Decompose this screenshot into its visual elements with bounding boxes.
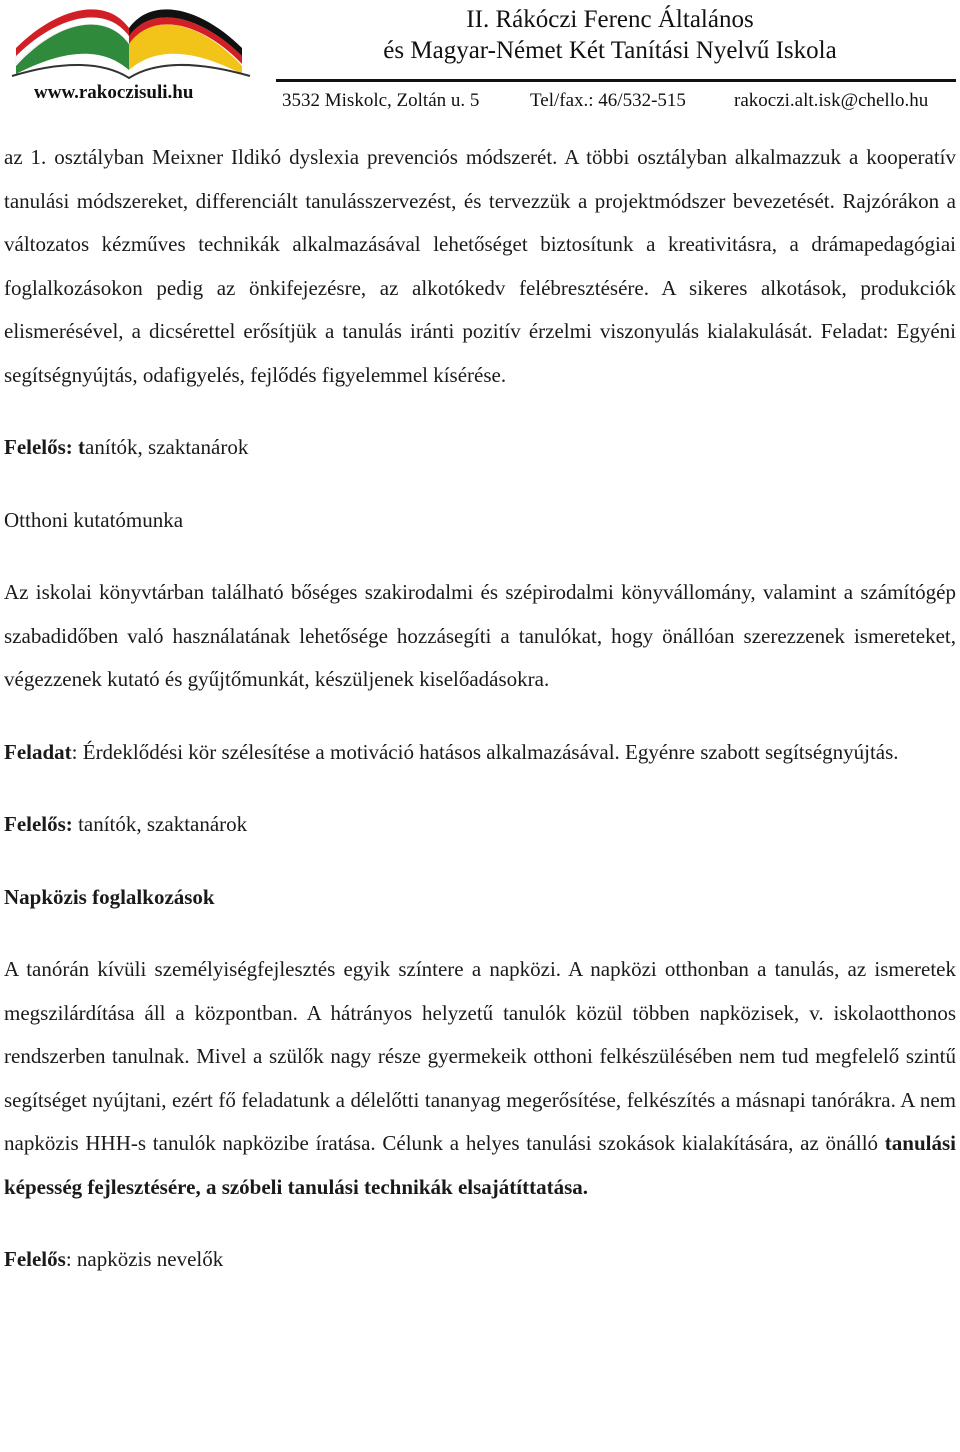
responsible-line-3 [4, 1238, 956, 1282]
book-flag-icon [4, 4, 259, 84]
responsible-label: Felelős [4, 1247, 66, 1271]
task-value: : Érdeklődési kör szélesítése a motiváció hatásos alkalmazásával. Egyénre szabott segítségnyújtás. [71, 739, 899, 764]
responsible-value: tanítók, szaktanárok [72, 812, 248, 836]
heading-daycare: Napközis foglalkozások [4, 884, 215, 909]
task-line [4, 731, 956, 775]
responsible-label: Felelős: [4, 812, 73, 836]
paragraph-daycare [4, 948, 956, 1209]
responsible-value: : napközis nevelők [65, 1247, 224, 1271]
email-text: rakoczi.alt.isk@chello.hu [734, 90, 929, 111]
phone-text: Tel/fax.: 46/532-515 [530, 90, 686, 111]
address-text: 3532 Miskolc, Zoltán u. 5 [282, 90, 480, 111]
responsible-line-2 [4, 803, 956, 847]
logo-url-text: www.rakoczisuli.hu [34, 82, 194, 103]
paragraph-methods: az 1. osztályban Meixner Ildikó dyslexia prevenciós módszerét. A többi osztályban alkalmazzuk a kooperatív tanulási módszereket, differenciált tanulásszervezést, és tervezzük a projektmódszer bevezetését. Rajzórákon a változatos kézműves technikák alkalmazásával lehetőséget biztosítunk a kreativitásra, a drámapedagógiai foglalkozásokon pedig az önkifejezésre, az alkotókedv felébresztésére. A sikeres alkotások, produkciók elismerésével, a dicsérettel erősítjük a tanulás iránti pozitív érzelmi viszonyulás kialakulását. Feladat: Egyéni segítségnyújtás, odafigyelés, fejlődés figyelemmel kísérése. [4, 145, 956, 387]
school-name-line2: és Magyar-Német Két Tanítási Nyelvű Iskola [383, 37, 837, 64]
school-name-line1: II. Rákóczi Ferenc Általános [466, 6, 754, 33]
daycare-text: A tanórán kívüli személyiségfejlesztés egyik színtere a napközi. A napközi otthonban a tanulás, az ismeretek megszilárdítása áll a központban. A hátrányos helyzetű tanulók közül többen napközisek, v. iskolaotthonos rendszerben tanulnak. Mivel a szülők nagy része gyermekeik otthoni felkészülésében nem tud megfelelő szintű segítséget nyújtani, ezért fő feladatunk a délelőtti tananyag megerősítése, felkészítés a másnapi tanórákra. A nem napközis HHH-s tanulók napközibe íratása. Célunk a helyes tanulási szokások kialakítására, az önálló [4, 957, 956, 1155]
school-name [280, 4, 940, 66]
school-logo [4, 4, 259, 108]
document-body [4, 136, 956, 1282]
task-label: Feladat [4, 739, 72, 764]
heading-home-research: Otthoni kutatómunka [4, 507, 184, 532]
header-divider [276, 79, 956, 82]
daycare-goal-text: tanulási képesség fejlesztésére, a szóbeli tanulási technikák elsajátíttatása. [4, 1131, 956, 1199]
responsible-label: Felelős: t [4, 435, 86, 459]
letterhead [0, 0, 960, 118]
responsible-value: anítók, szaktanárok [85, 435, 249, 459]
paragraph-library: Az iskolai könyvtárban található bőséges szakirodalmi és szépirodalmi könyvállomány, valamint a számítógép szabadidőben való használatának lehetősége hozzásegíti a tanulókat, hogy önállóan szerezzenek ismereteket, végezzenek kutató és gyűjtőmunkát, készüljenek kiselőadásokra. [4, 580, 956, 691]
responsible-line-1 [4, 426, 956, 470]
